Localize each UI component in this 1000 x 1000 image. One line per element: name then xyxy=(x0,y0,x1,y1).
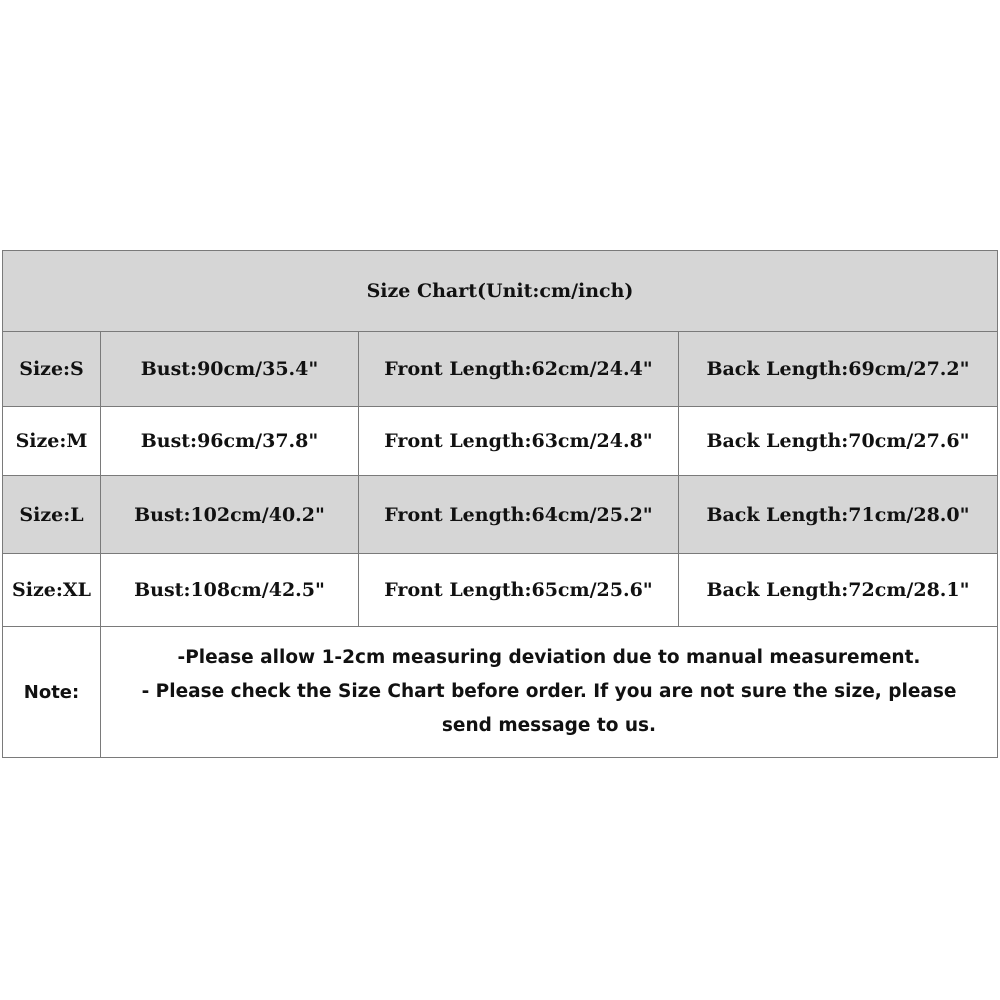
note-row xyxy=(3,627,998,758)
table-row xyxy=(3,332,998,407)
note-line-deviation: -Please allow 1-2cm measuring deviation due to manual measurement. xyxy=(177,647,921,668)
bust-cell: Bust:96cm/37.8" xyxy=(101,407,359,476)
table-row xyxy=(3,554,998,627)
front-length-cell: Front Length:65cm/25.6" xyxy=(359,554,679,627)
note-line-check-size: - Please check the Size Chart before order. If you are not sure the size, please send message to us. xyxy=(141,681,957,736)
table-row xyxy=(3,407,998,476)
front-length-cell: Front Length:62cm/24.4" xyxy=(359,332,679,407)
table-row xyxy=(3,476,998,554)
size-cell: Size:M xyxy=(3,407,101,476)
back-length-cell: Back Length:70cm/27.6" xyxy=(679,407,998,476)
back-length-cell: Back Length:72cm/28.1" xyxy=(679,554,998,627)
front-length-cell: Front Length:64cm/25.2" xyxy=(359,476,679,554)
bust-cell: Bust:90cm/35.4" xyxy=(101,332,359,407)
size-chart-title: Size Chart(Unit:cm/inch) xyxy=(3,251,998,332)
note-text xyxy=(101,627,998,758)
front-length-cell: Front Length:63cm/24.8" xyxy=(359,407,679,476)
size-cell: Size:S xyxy=(3,332,101,407)
size-chart-table xyxy=(2,250,998,758)
note-label: Note: xyxy=(3,627,101,758)
bust-cell: Bust:108cm/42.5" xyxy=(101,554,359,627)
bust-cell: Bust:102cm/40.2" xyxy=(101,476,359,554)
back-length-cell: Back Length:69cm/27.2" xyxy=(679,332,998,407)
back-length-cell: Back Length:71cm/28.0" xyxy=(679,476,998,554)
title-row xyxy=(3,251,998,332)
size-cell: Size:XL xyxy=(3,554,101,627)
size-cell: Size:L xyxy=(3,476,101,554)
